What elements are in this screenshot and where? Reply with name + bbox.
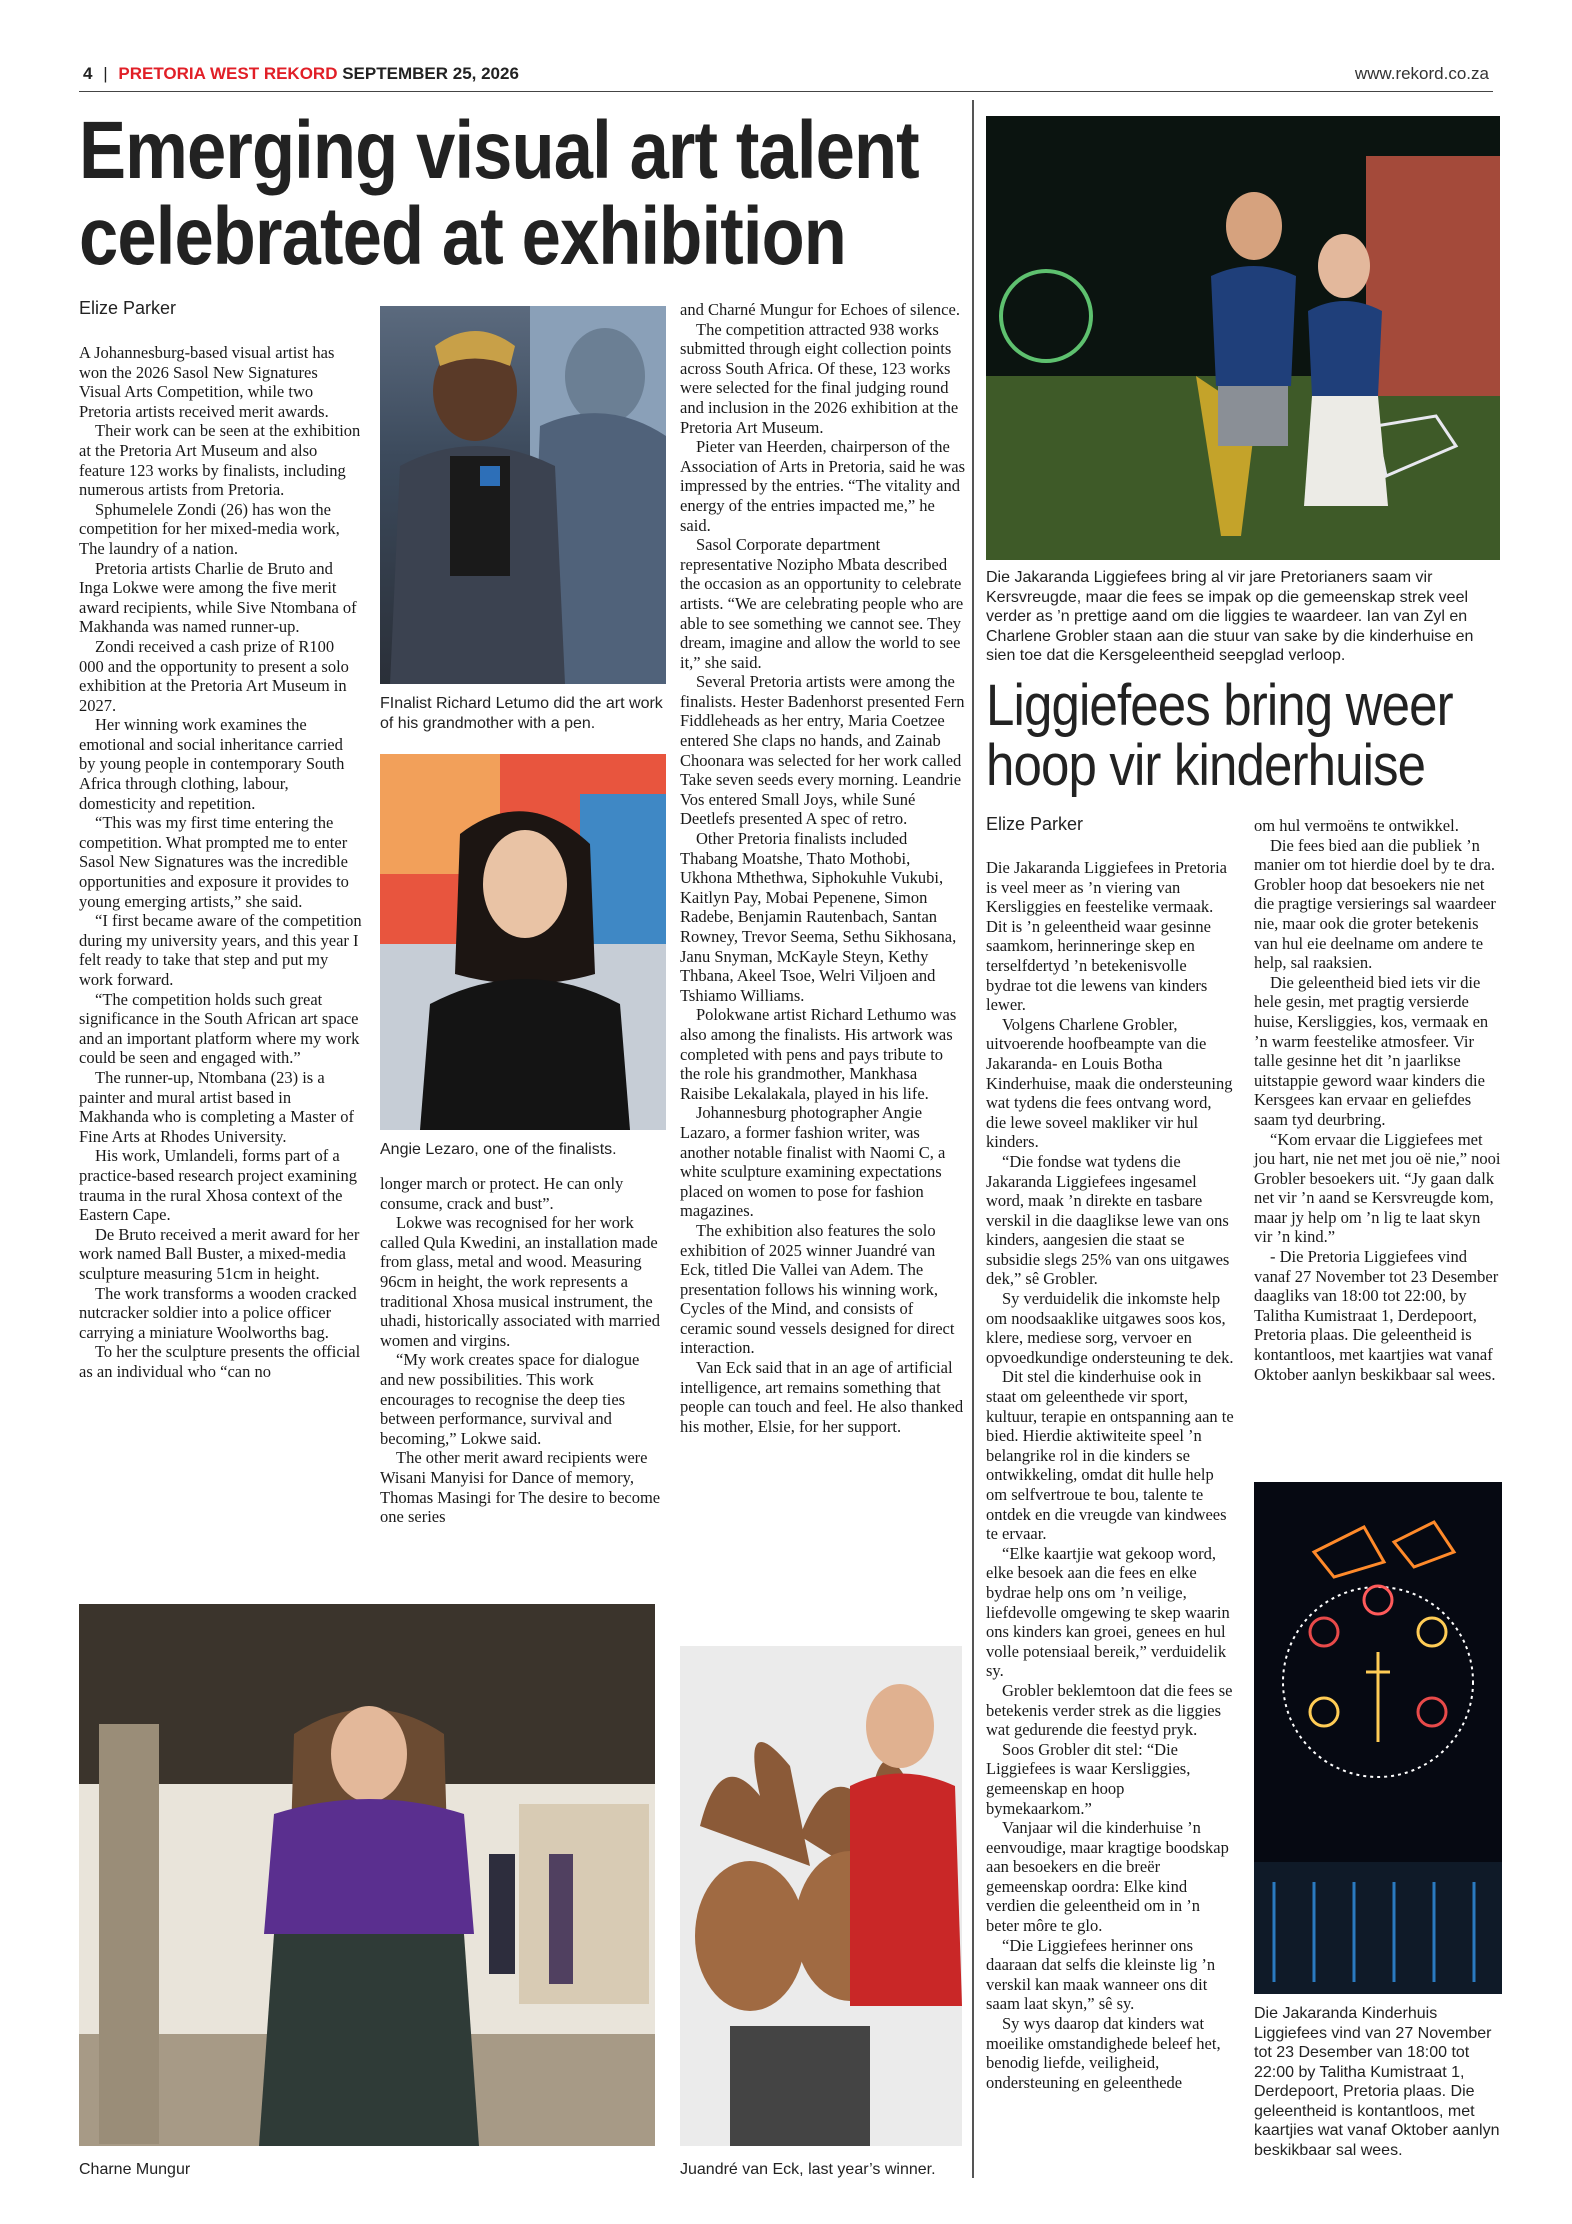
letumo-caption: FInalist Richard Letumo did the art work of his grandmother with a pen. — [380, 695, 663, 732]
paragraph: Her winning work examines the emotional and social inheritance carried by young people in contemporary South Africa through clothing, labour, domesticity and repetition. — [79, 715, 345, 813]
article1-column-1 — [79, 343, 362, 1381]
folio — [83, 64, 519, 84]
vaneck-photo-art — [680, 1646, 962, 2146]
paragraph: and Charné Mungur for Echoes of silence. — [680, 300, 960, 319]
paragraph: “The competition holds such great significance in the South African art space and an important platform where my work could be seen and engaged with.” — [79, 989, 360, 1068]
paragraph: “Die Liggiefees herinner ons daaraan dat selfs die kleinste lig ’n verskil kan maak wanneer ons dit saam laat skyn,” sê sy. — [986, 1935, 1216, 2014]
paragraph: Pieter van Heerden, chairperson of the Association of Arts in Pretoria, said he was impressed by the entries. “The vitality and energy of the entries impacted me,” he said. — [680, 437, 966, 535]
paragraph: Pretoria artists Charlie de Bruto and Inga Lokwe were among the five merit award recipients, while Sive Ntombana of Makhanda was named runner-up. — [79, 558, 357, 637]
paragraph: His work, Umlandeli, forms part of a practice-based research project examining trauma in the rural Xhosa context of the Eastern Cape. — [79, 1146, 358, 1225]
paragraph: The exhibition also features the solo exhibition of 2025 winner Juandré van Eck, titled Die Vallei van Adem. The presentation follows his winning work, Cycles of the Mind, and consists of ceramic sound vessels designed for direct interaction. — [680, 1220, 955, 1358]
paragraph: Zondi received a cash prize of R100 000 and the opportunity to present a solo exhibition at the Pretoria Art Museum in 2027. — [79, 636, 349, 715]
paragraph: De Bruto received a merit award for her work named Ball Buster, a mixed-media sculpture measuring 51cm in height. — [79, 1224, 360, 1283]
lezaro-photo-art — [380, 754, 666, 1130]
paragraph: Grobler beklemtoon dat die fees se betekenis verder strek as die liggies wat gedurende die feestyd pryk. — [986, 1680, 1233, 1740]
paragraph: longer march or protect. He can only consume, crack and bust”. — [380, 1174, 624, 1213]
paragraph: Die fees bied aan die publiek ’n manier om tot hierdie doel by te dra. Grobler hoop dat besoekers nie net die pragtige versierings sal waardeer nie, maar ook die groter betekenis van hul eie deelname om andere te help, sal raaksien. — [1254, 835, 1496, 973]
paragraph: The work transforms a wooden cracked nutcracker soldier into a police officer carrying a miniature Woolworths bag. — [79, 1283, 357, 1342]
paragraph: “Die fondse wat tydens die Jakaranda Liggiefees ingesamel word, maak ’n direkte en tasbare verskil in die daaglikse lewe van ons kinders, aangesien die staat se subsidie slegs 25% van ons uitgawes dek,” sê Grobler. — [986, 1151, 1230, 1289]
paragraph: The runner-up, Ntombana (23) is a painter and mural artist based in Makhanda who is completing a Master of Fine Arts at Rhodes University. — [79, 1067, 354, 1146]
paragraph: Johannesburg photographer Angie Lazaro, a former fashion writer, was another notable finalist with Naomi C, a white sculpture examining expectations placed on women to pose for fashion magazines. — [680, 1103, 946, 1221]
liggiefees-bottom-photo — [1254, 1482, 1502, 1994]
paragraph: “This was my first time entering the competition. What prompted me to enter Sasol New Signatures was the incredible opportunities and exposure it provides to young emerging artists,” she said. — [79, 813, 349, 911]
lezaro-caption: Angie Lezaro, one of the finalists. — [380, 1141, 617, 1158]
article2-headline-line2: hoop vir kinderhuise — [986, 733, 1426, 798]
article2-column-2 — [1254, 816, 1502, 1384]
column-divider — [972, 100, 974, 2178]
publication-name: PRETORIA WEST REKORD — [118, 64, 338, 83]
article1-column-3 — [680, 300, 966, 1436]
website-url[interactable]: www.rekord.co.za — [1354, 64, 1489, 83]
paragraph: Several Pretoria artists were among the finalists. Hester Badenhorst presented Fern Fiddleheads as her entry, Maria Coetzee entered She claps no hands, and Zainab Choonara was selected for her work called Take seven seeds every morning. Leandrie Vos entered Small Joys, while Suné Deetlefs presented A spec of retro. — [680, 672, 965, 829]
article1-column-2 — [380, 1174, 663, 1527]
vaneck-caption: Juandré van Eck, last year’s winner. — [680, 2161, 936, 2178]
letumo-photo-art — [380, 306, 666, 684]
paragraph: “My work creates space for dialogue and new possibilities. This work encourages to recognise the deep ties between performance, survival and becoming,” Lokwe said. — [380, 1350, 640, 1448]
paragraph: The other merit award recipients were Wisani Manyisi for Dance of memory, Thomas Masingi for The desire to become one series — [380, 1448, 661, 1527]
page-header — [79, 60, 1493, 92]
paragraph: The competition attracted 938 works submitted through eight collection points across South Africa. Of these, 123 works were selected for the final judging round and inclusion in the 2026 exhibition at the Pretoria Art Museum. — [680, 319, 959, 437]
letumo-photo — [380, 306, 666, 684]
paragraph: Lokwe was recognised for her work called Qula Kwedini, an installation made from glass, metal and wood. Measuring 96cm in height, the work represents a traditional Xhosa musical instrument, the uhadi, historically associated with married women and virgins. — [380, 1213, 660, 1350]
paragraph: Dit stel die kinderhuise ook in staat om geleenthede vir sport, kultuur, terapie en ontspanning aan te bied. Hierdie aktiwiteite speel ’n belangrike rol in die kinders se ontwikkeling, omdat dit hulle help om selfvertroue te bou, talente te ontdek en die vreugde van kindwees te ervaar. — [986, 1367, 1234, 1544]
mungur-photo — [79, 1604, 655, 2146]
paragraph: A Johannesburg-based visual artist has won the 2026 Sasol New Signatures Visual Arts Competition, while two Pretoria artists received merit awards. — [79, 343, 335, 421]
page-number: 4 — [83, 64, 93, 83]
article1-headline-line1: Emerging visual art talent — [79, 105, 919, 196]
paragraph: - Die Pretoria Liggiefees vind vanaf 27 November tot 23 Desember daagliks van 18:00 tot 22:00, by Talitha Kumistraat 1, Derdepoort, Pretoria plaas. Die geleentheid is kontantloos, met kaartjies wat vanaf Oktober aanlyn beskikbaar sal wees. — [1254, 1247, 1499, 1384]
liggiefees-top-photo-art — [986, 116, 1500, 560]
paragraph: To her the sculpture presents the official as an individual who “can no — [79, 1342, 361, 1381]
article2-headline — [986, 673, 1461, 798]
lezaro-photo — [380, 754, 666, 1130]
paragraph: “Kom ervaar die Liggiefees met jou hart, nie net met jou oë nie,” nooi Grobler besoekers uit. “Jy gaan dalk net vir ’n aand se Kersvreugde kom, maar jy help om ’n lig te laat skyn vir ’n kind.” — [1254, 1129, 1501, 1247]
paragraph: Sphumelele Zondi (26) has won the competition for her mixed-media work, The laundry of a nation. — [79, 499, 340, 558]
paragraph: “I first became aware of the competition during my university years, and this year I felt ready to take that step and put my work forward. — [79, 911, 362, 989]
paragraph: Other Pretoria finalists included Thabang Moatshe, Thato Mothobi, Ukhona Mthethwa, Siphokuhle Vukubi, Kaitlyn Pay, Mobai Pepenene, Simon Radebe, Benjamin Rautenbach, Santan Rowney, Trevor Seema, Sethu Sikhosana, Janu Snyman, McKayle Steyn, Kethy Thbana, Akeel Tsoe, Welri Viljoen and Tshiamo Williams. — [680, 829, 957, 1005]
paragraph: Sasol Corporate department representative Nozipho Mbata described the occasion as an opportunity to celebrate artists. “We are celebrating people who are able to see something we cannot see. They dream, imagine and allow the world to see it,” she said. — [680, 535, 964, 672]
mungur-photo-art — [79, 1604, 655, 2146]
paragraph: “Elke kaartjie wat gekoop word, elke besoek aan die fees en elke bydrae help ons om ’n veilige, liefdevolle omgewing te skep waarin ons kinders kan groei, genees en hul volle potensiaal bereik,” verduidelik sy. — [986, 1543, 1230, 1681]
article1-headline-line2: celebrated at exhibition — [79, 191, 847, 282]
liggiefees-bottom-photo-art — [1254, 1482, 1502, 1994]
liggiefees-top-photo — [986, 116, 1500, 560]
liggiefees-top-caption: Die Jakaranda Liggiefees bring al vir jare Pretorianers saam vir Kersvreugde, maar die fees se impak op die gemeenskap strek veel verder as ’n prettige aand om die liggies te waardeer. Ian van Zyl en Charlene Grobler staan aan die stuur van sake by die kinderhuise en sien toe dat die Kersgeleentheid seepglad verloop. — [986, 569, 1474, 664]
paragraph: Van Eck said that in an age of artificial intelligence, art remains something that people can touch and feel. He also thanked his mother, Elsie, for her support. — [680, 1358, 964, 1436]
liggiefees-bottom-caption: Die Jakaranda Kinderhuis Liggiefees vind van 27 November tot 23 Desember van 18:00 tot 22:00 by Talitha Kumistraat 1, Derdepoort, Pretoria plaas. Die geleentheid is kontantloos, met kaartjies wat vanaf Oktober aanlyn beskikbaar sal wees. — [1254, 2005, 1500, 2159]
paragraph: Die Jakaranda Liggiefees in Pretoria is veel meer as ’n viering van Kersliggies en feestelike vermaak. Dit is ’n geleentheid waar gesinne saamkom, herinneringe skep en terselfdertyd ’n betekenisvolle bydrae tot die lewens van kinders lewer. — [986, 858, 1227, 1015]
folio-separator: | — [103, 64, 108, 83]
article1-byline: Elize Parker — [79, 298, 177, 318]
article2-column-1 — [986, 858, 1234, 2092]
issue-date: SEPTEMBER 25, 2026 — [342, 64, 519, 83]
mungur-caption: Charne Mungur — [79, 2161, 191, 2178]
paragraph: Soos Grobler dit stel: “Die Liggiefees is waar Kersliggies, gemeenskap en hoop bymekaarkom.” — [986, 1739, 1191, 1818]
paragraph: Vanjaar wil die kinderhuise ’n eenvoudige, maar kragtige boodskap aan besoekers en die breër gemeenskap oordra: Elke kind verdien die geleentheid om in ’n beter môre te glo. — [986, 1818, 1229, 1936]
paragraph: Volgens Charlene Grobler, uitvoerende hoofbeampte van die Jakaranda- en Louis Botha Kinderhuise, maak die ondersteuning wat tydens die fees ontvang word, die lewe soveel makliker vir hul kinders. — [986, 1014, 1233, 1152]
paragraph: Sy verduidelik die inkomste help om noodsaaklike uitgawes soos kos, klere, mediese sorg, vervoer en opvoedkundige ondersteuning te dek. — [986, 1289, 1234, 1367]
paragraph: Their work can be seen at the exhibition at the Pretoria Art Museum and also feature 123 works by finalists, including numerous artists from Pretoria. — [79, 421, 361, 500]
paragraph: Die geleentheid bied iets vir die hele gesin, met pragtig versierde huise, Kersliggies, kos, vermaak en ’n warm feestelike atmosfeer. Vir talle gesinne het dit ’n jaarlikse uitstappie geword waar kinders die Kersgees kan ervaar en geliefdes saam tyd deurbring. — [1254, 972, 1489, 1129]
article2-byline: Elize Parker — [986, 814, 1084, 834]
paragraph: om hul vermoëns te ontwikkel. — [1254, 816, 1459, 835]
paragraph: Polokwane artist Richard Lethumo was also among the finalists. His artwork was completed with pens and pays tribute to the role his grandmother, Mankhasa Raisibe Lekalakala, played in his life. — [680, 1005, 957, 1103]
vaneck-photo — [680, 1646, 962, 2146]
article2-headline-line1: Liggiefees bring weer — [986, 673, 1453, 738]
article1-headline — [79, 105, 965, 282]
paragraph: Sy wys daarop dat kinders wat moeilike omstandighede beleef het, benodig liefde, veiligheid, ondersteuning en geleenthede — [986, 2014, 1221, 2092]
